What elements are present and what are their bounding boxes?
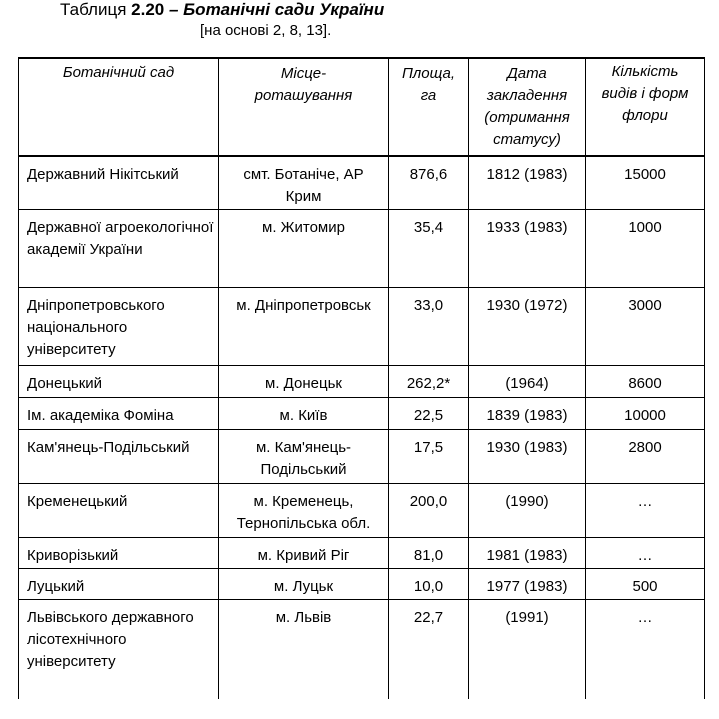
cell-location: м. Кременець, Тернопільська обл. <box>219 483 389 537</box>
cell-species: 2800 <box>586 429 705 483</box>
table-row <box>19 568 705 599</box>
caption-title: – Ботанічні сади України <box>168 0 385 19</box>
table-row <box>19 365 705 397</box>
cell-area: 876,6 <box>389 156 469 209</box>
cell-founded: 1930 (1983) <box>469 429 586 483</box>
cell-species: 500 <box>586 568 705 599</box>
cell-founded: (1964) <box>469 365 586 397</box>
cell-garden: Ім. академіка Фоміна <box>19 397 219 429</box>
cell-location: м. Львів <box>219 599 389 699</box>
cell-area: 81,0 <box>389 537 469 568</box>
table-row <box>19 429 705 483</box>
cell-area: 22,7 <box>389 599 469 699</box>
cell-area: 33,0 <box>389 287 469 365</box>
caption-number: 2.20 <box>131 0 165 19</box>
cell-species: … <box>586 483 705 537</box>
cell-garden: Львівського державного лісотехнічного університету <box>19 599 219 699</box>
cell-species: 3000 <box>586 287 705 365</box>
cell-location: м. Дніпропетровськ <box>219 287 389 365</box>
cell-founded: (1991) <box>469 599 586 699</box>
cell-species: 8600 <box>586 365 705 397</box>
cell-area: 200,0 <box>389 483 469 537</box>
cell-garden: Кам'янець-Подільський <box>19 429 219 483</box>
cell-founded: (1990) <box>469 483 586 537</box>
cell-founded: 1930 (1972) <box>469 287 586 365</box>
table-row <box>19 156 705 209</box>
table-header-row <box>19 58 705 156</box>
cell-location: м. Донецьк <box>219 365 389 397</box>
cell-founded: 1977 (1983) <box>469 568 586 599</box>
table-row <box>19 537 705 568</box>
cell-garden: Донецький <box>19 365 219 397</box>
table-row <box>19 209 705 287</box>
table-row <box>19 397 705 429</box>
table-row <box>19 599 705 699</box>
cell-founded: 1839 (1983) <box>469 397 586 429</box>
cell-garden: Державний Нікітський <box>19 156 219 209</box>
cell-location: м. Кривий Ріг <box>219 537 389 568</box>
cell-area: 262,2* <box>389 365 469 397</box>
cell-species: 15000 <box>586 156 705 209</box>
cell-location: м. Кам'янець-Подільський <box>219 429 389 483</box>
table-row <box>19 287 705 365</box>
cell-species: … <box>586 537 705 568</box>
cell-founded: 1981 (1983) <box>469 537 586 568</box>
cell-species: 10000 <box>586 397 705 429</box>
header-location: Місце-роташування <box>219 58 389 156</box>
cell-garden: Дніпропетровського національного університету <box>19 287 219 365</box>
cell-species: 1000 <box>586 209 705 287</box>
cell-location: смт. Ботаніче, АР Крим <box>219 156 389 209</box>
cell-location: м. Київ <box>219 397 389 429</box>
header-area: Площа, га <box>389 58 469 156</box>
header-founded: Дата закладення (отримання статусу) <box>469 58 586 156</box>
header-species: Кількість видів і форм флори <box>586 58 705 156</box>
cell-area: 35,4 <box>389 209 469 287</box>
cell-area: 22,5 <box>389 397 469 429</box>
cell-species: … <box>586 599 705 699</box>
cell-garden: Луцький <box>19 568 219 599</box>
cell-garden: Державної агроекологічної академії України <box>19 209 219 287</box>
botanical-gardens-table <box>18 57 705 699</box>
cell-founded: 1812 (1983) <box>469 156 586 209</box>
cell-founded: 1933 (1983) <box>469 209 586 287</box>
cell-garden: Кременецький <box>19 483 219 537</box>
header-garden: Ботанічний сад <box>19 58 219 156</box>
cell-location: м. Житомир <box>219 209 389 287</box>
cell-location: м. Луцьк <box>219 568 389 599</box>
caption-source: [на основі 2, 8, 13]. <box>200 22 332 39</box>
cell-area: 10,0 <box>389 568 469 599</box>
table-row <box>19 483 705 537</box>
cell-garden: Криворізький <box>19 537 219 568</box>
cell-area: 17,5 <box>389 429 469 483</box>
caption-prefix: Таблиця <box>60 0 127 19</box>
table-caption <box>60 0 384 20</box>
